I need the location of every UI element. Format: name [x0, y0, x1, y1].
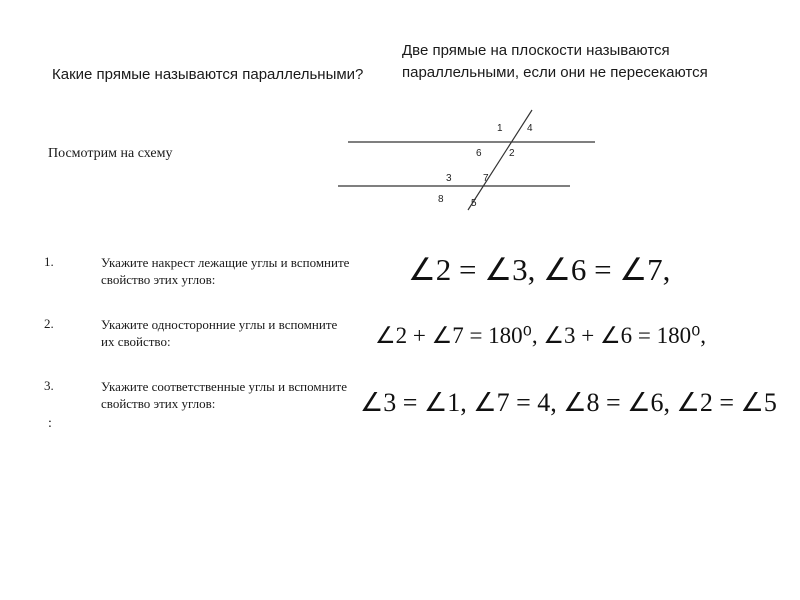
task-text-2: Укажите односторонние углы и вспомните их свойство: [101, 317, 338, 349]
angle-label-7: 7 [483, 173, 489, 184]
angle-label-3: 3 [446, 173, 452, 184]
parallel-definition: Две прямые на плоскости называются параллельными, если они не пересекаются [402, 42, 708, 81]
task-number-2: 2. [44, 316, 54, 331]
parallel-lines-diagram [330, 100, 610, 220]
formula-alternate-angles: ∠2 = ∠3, ∠6 = ∠7, [408, 252, 671, 287]
angle-label-1: 1 [497, 123, 503, 134]
angle-label-6: 6 [476, 148, 482, 159]
question-heading: Какие прямые называются параллельными? [52, 66, 364, 83]
trailing-colon: : [48, 416, 52, 431]
angle-label-5: 5 [471, 198, 477, 209]
angle-label-2: 2 [509, 148, 515, 159]
task-number-1: 1. [44, 254, 54, 269]
angle-label-4: 4 [527, 123, 533, 134]
task-text-1: Укажите накрест лежащие углы и вспомните свойство этих углов: [101, 255, 350, 287]
formula-same-side-angles: ∠2 + ∠7 = 180⁰, ∠3 + ∠6 = 180⁰, [375, 323, 707, 348]
formula-corresponding-angles: ∠3 = ∠1, ∠7 = 4, ∠8 = ∠6, ∠2 = ∠5 [360, 388, 777, 417]
angle-label-8: 8 [438, 194, 444, 205]
task-number-3: 3. [44, 378, 54, 393]
look-at-scheme-text: Посмотрим на схему [48, 146, 173, 161]
task-text-3: Укажите соответственные углы и вспомните свойство этих углов: [101, 379, 347, 411]
